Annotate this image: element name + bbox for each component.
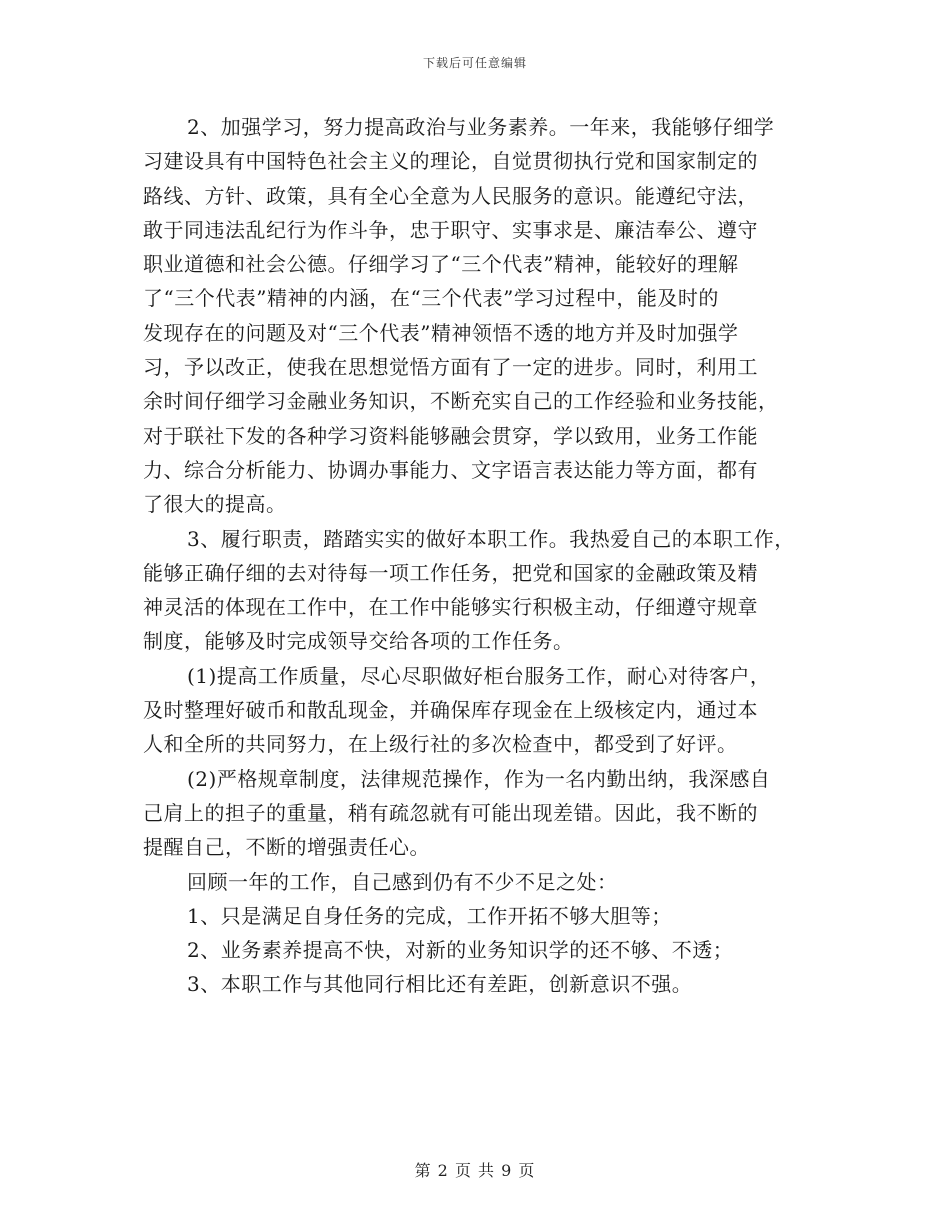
body-line: 对于联社下发的各种学习资料能够融会贯穿，学以致用，业务工作能: [143, 423, 758, 448]
body-line: 职业道德和社会公德。仔细学习了“三个代表”精神，能较好的理解: [143, 252, 739, 277]
body-line: 1、只是满足自身任务的完成，工作开拓不够大胆等；: [187, 903, 672, 928]
page-number-footer: 第 2 页 共 9 页: [414, 1161, 536, 1180]
body-line: 习建设具有中国特色社会主义的理论，自觉贯彻执行党和国家制定的: [143, 149, 758, 174]
body-line: 及时整理好破币和散乱现金，并确保库存现金在上级核定内，通过本: [143, 698, 758, 723]
body-line: 提醒自己，不断的增强责任心。: [143, 835, 430, 860]
body-line: 2、加强学习，努力提高政治与业务素养。一年来，我能够仔细学: [187, 115, 775, 139]
page-header-note: 下载后可任意编辑: [422, 56, 527, 70]
body-line: 力、综合分析能力、协调办事能力、文字语言表达能力等方面，都有: [143, 457, 758, 482]
document-body: [143, 110, 823, 1002]
body-line: 敢于同违法乱纪行为作斗争，忠于职守、实事求是、廉洁奉公、遵守: [143, 217, 758, 242]
body-line: 路线、方针、政策，具有全心全意为人民服务的意识。能遵纪守法，: [143, 183, 758, 208]
body-line: 神灵活的体现在工作中，在工作中能够实行积极主动，仔细遵守规章: [143, 595, 758, 620]
body-line: 发现存在的问题及对“三个代表”精神领悟不透的地方并及时加强学: [143, 320, 739, 345]
body-line: (1)提高工作质量，尽心尽职做好柜台服务工作，耐心对待客户，: [187, 663, 771, 688]
body-line: 了“三个代表”精神的内涵，在“三个代表”学习过程中，能及时的: [143, 286, 719, 311]
body-line: 人和全所的共同努力，在上级行社的多次检查中，都受到了好评。: [143, 732, 738, 757]
body-line: 己肩上的担子的重量，稍有疏忽就有可能出现差错。因此，我不断的: [143, 800, 758, 825]
body-line: 2、业务素养提高不快，对新的业务知识学的还不够、不透；: [187, 938, 734, 963]
body-line: 3、履行职责，踏踏实实的做好本职工作。我热爱自己的本职工作，: [187, 526, 795, 551]
body-line: 习，予以改正，使我在思想觉悟方面有了一定的进步。同时，利用工: [143, 355, 758, 380]
body-line: 余时间仔细学习金融业务知识，不断充实自己的工作经验和业务技能，: [143, 389, 779, 414]
body-line: 能够正确仔细的去对待每一项工作任务，把党和国家的金融政策及精: [143, 560, 758, 585]
body-line: 了很大的提高。: [143, 492, 287, 517]
body-line: 3、本职工作与其他同行相比还有差距，创新意识不强。: [187, 972, 693, 997]
body-line: (2)严格规章制度，法律规范操作，作为一名内勤出纳，我深感自: [187, 766, 771, 791]
body-line: 制度，能够及时完成领导交给各项的工作任务。: [143, 629, 574, 654]
body-line: 回顾一年的工作，自己感到仍有不少不足之处：: [187, 869, 618, 894]
